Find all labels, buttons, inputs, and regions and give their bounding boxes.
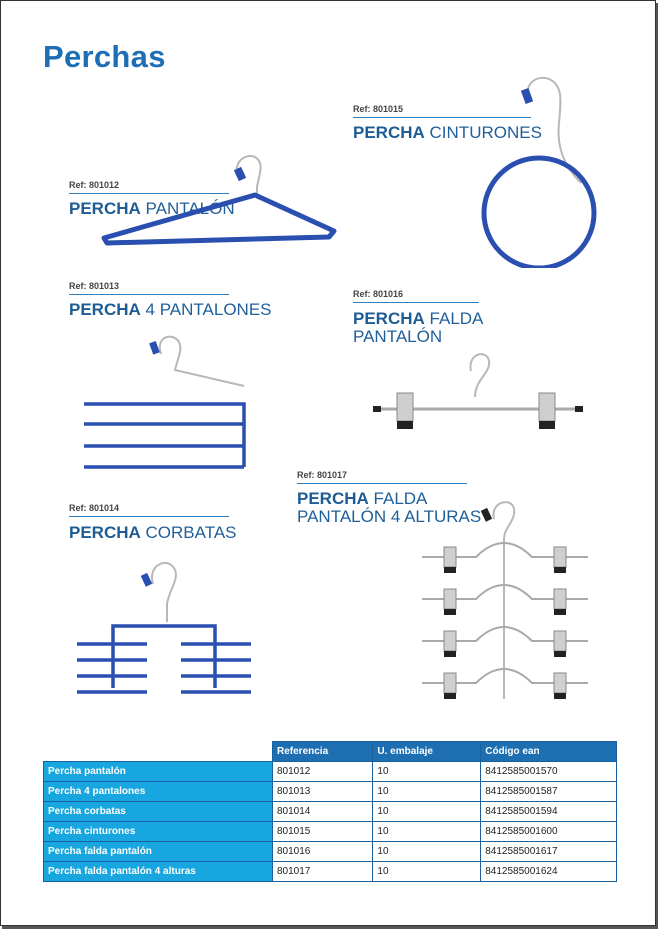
- tie-hanger-image: [73, 556, 255, 701]
- product-name: PERCHA FALDA PANTALÓN: [353, 309, 484, 346]
- trouser-hanger-image: [99, 151, 344, 249]
- table-row: [44, 842, 617, 862]
- product-name: PERCHA CINTURONES: [353, 123, 542, 142]
- belt-hanger-image: [471, 73, 611, 268]
- table-row: [44, 862, 617, 882]
- table-row: [44, 762, 617, 782]
- cell-reference: 801015: [273, 822, 373, 842]
- divider: [353, 302, 479, 303]
- table-header-row: [44, 742, 617, 762]
- product-ref: Ref: 801012: [69, 180, 120, 190]
- row-label: Percha 4 pantalones: [44, 782, 273, 802]
- page-title: Perchas: [43, 39, 166, 74]
- skirt-trouser-hanger-image: [371, 349, 586, 434]
- column-header-reference: Referencia: [273, 742, 373, 762]
- product-name: PERCHA PANTALÓN: [69, 199, 235, 218]
- row-label: Percha cinturones: [44, 822, 273, 842]
- cell-units: 10: [373, 802, 481, 822]
- cell-reference: 801014: [273, 802, 373, 822]
- cell-units: 10: [373, 862, 481, 882]
- cell-units: 10: [373, 762, 481, 782]
- cell-units: 10: [373, 842, 481, 862]
- cell-units: 10: [373, 782, 481, 802]
- product-name: PERCHA FALDA PANTALÓN 4 ALTURAS: [297, 489, 482, 526]
- product-ref: Ref: 801017: [297, 470, 348, 480]
- table-header-blank: [44, 742, 273, 762]
- cell-ean: 8412585001594: [481, 802, 617, 822]
- cell-ean: 8412585001587: [481, 782, 617, 802]
- divider: [297, 483, 467, 484]
- product-ref: Ref: 801016: [353, 289, 404, 299]
- cell-reference: 801012: [273, 762, 373, 782]
- column-header-ean: Código ean: [481, 742, 617, 762]
- cell-reference: 801013: [273, 782, 373, 802]
- table-row: [44, 822, 617, 842]
- product-name: PERCHA CORBATAS: [69, 523, 237, 542]
- cell-reference: 801016: [273, 842, 373, 862]
- product-ref: Ref: 801014: [69, 503, 120, 513]
- product-ref: Ref: 801013: [69, 281, 120, 291]
- table-row: [44, 802, 617, 822]
- cell-ean: 8412585001624: [481, 862, 617, 882]
- product-table: [43, 741, 617, 882]
- column-header-units: U. embalaje: [373, 742, 481, 762]
- row-label: Percha falda pantalón 4 alturas: [44, 862, 273, 882]
- cell-ean: 8412585001600: [481, 822, 617, 842]
- four-level-skirt-hanger-image: [416, 499, 596, 709]
- divider: [69, 516, 229, 517]
- row-label: Percha falda pantalón: [44, 842, 273, 862]
- cell-ean: 8412585001570: [481, 762, 617, 782]
- row-label: Percha pantalón: [44, 762, 273, 782]
- product-name: PERCHA 4 PANTALONES: [69, 300, 272, 319]
- cell-reference: 801017: [273, 862, 373, 882]
- divider: [69, 294, 229, 295]
- table-row: [44, 782, 617, 802]
- cell-units: 10: [373, 822, 481, 842]
- product-ref: Ref: 801015: [353, 104, 404, 114]
- cell-ean: 8412585001617: [481, 842, 617, 862]
- four-trouser-hanger-image: [79, 334, 254, 474]
- row-label: Percha corbatas: [44, 802, 273, 822]
